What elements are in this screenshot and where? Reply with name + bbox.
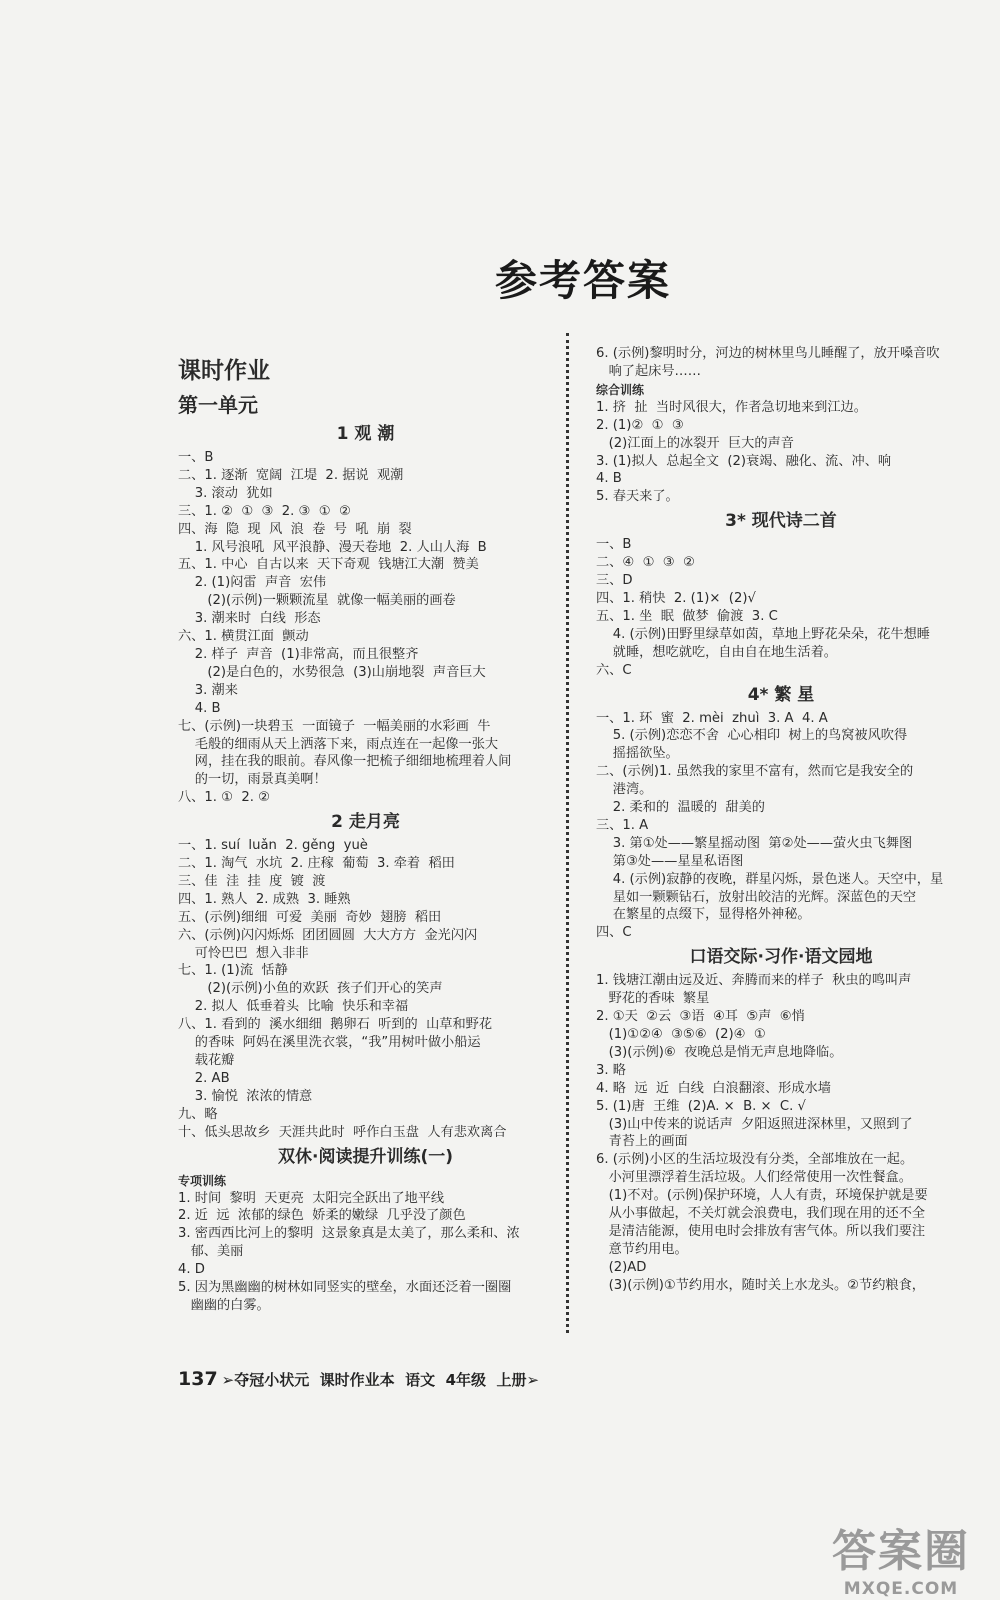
lesson-title: 4* 繁 星 bbox=[747, 684, 815, 705]
answer-line: (2)AD bbox=[596, 1259, 647, 1275]
answer-line: (2)(示例)一颗颗流星 就像一幅美丽的画卷 bbox=[178, 593, 456, 609]
answer-line: 就睡，想吃就吃，自由自在地生活着。 bbox=[596, 644, 837, 660]
answer-line: 2. AB bbox=[178, 1070, 230, 1086]
answer-line: 青苔上的画面 bbox=[596, 1134, 688, 1150]
answer-line: 二、(示例)1. 虽然我的家里不富有，然而它是我安全的 bbox=[596, 764, 914, 780]
answer-line: 一、B bbox=[596, 537, 632, 553]
answer-line: 3. 愉悦 浓浓的情意 bbox=[178, 1088, 313, 1104]
answer-line: 四、海 隐 现 风 浪 卷 号 吼 崩 裂 bbox=[178, 521, 412, 537]
answer-line: (2)(示例)小鱼的欢跃 孩子们开心的笑声 bbox=[178, 981, 443, 997]
page-footer bbox=[178, 1368, 539, 1390]
answer-line: (3)山中传来的说话声 夕阳返照进深林里，又照到了 bbox=[596, 1116, 913, 1132]
answer-line: (3)(示例)①节约用水，随时关上水龙头。②节约粮食， bbox=[596, 1277, 925, 1293]
answer-line: 八、1. ① 2. ② bbox=[178, 790, 270, 806]
answer-line: 2. (1)② ① ③ bbox=[596, 417, 684, 433]
answer-line: 3. 滚动 犹如 bbox=[178, 485, 273, 501]
answer-line: 2. 样子 声音 (1)非常高，而且很整齐 bbox=[178, 646, 419, 662]
answer-line: 九、略 bbox=[178, 1106, 218, 1122]
answer-line: 摇摇欲坠。 bbox=[596, 746, 679, 762]
answer-line: 意节约用电。 bbox=[596, 1241, 688, 1257]
watermark-url: MXQE.COM bbox=[843, 1579, 959, 1599]
answer-line: 1. 挤 扯 当时风很大，作者急切地来到江边。 bbox=[596, 399, 867, 415]
answer-line: 郁、美丽 bbox=[178, 1244, 244, 1260]
lesson-title: 双休·阅读提升训练(一) bbox=[278, 1146, 453, 1167]
answer-line: 2. 拟人 低垂着头 比喻 快乐和幸福 bbox=[178, 999, 409, 1015]
answer-line: 五、(示例)细细 可爱 美丽 奇妙 翅膀 稻田 bbox=[178, 909, 442, 925]
answer-line: 十、低头思故乡 天涯共此时 呼作白玉盘 人有悲欢离合 bbox=[178, 1124, 507, 1140]
answer-line: 2. ①天 ②云 ③语 ④耳 ⑤声 ⑥悄 bbox=[596, 1009, 805, 1025]
answer-line: 六、C bbox=[596, 662, 632, 678]
lesson-title: 3* 现代诗二首 bbox=[725, 511, 837, 532]
answer-line: 4. (示例)寂静的夜晚，群星闪烁，景色迷人。天空中，星 bbox=[596, 871, 944, 887]
answer-line: 可怜巴巴 想入非非 bbox=[178, 945, 309, 961]
answer-line: 4. (示例)田野里绿草如茵，草地上野花朵朵，花牛想睡 bbox=[596, 626, 930, 642]
answer-line: 幽幽的白雾。 bbox=[178, 1297, 270, 1313]
answer-line: 6. (示例)小区的生活垃圾没有分类，全部堆放在一起。 bbox=[596, 1152, 914, 1168]
answer-line: 2. 近 远 浓郁的绿色 娇柔的嫩绿 几乎没了颜色 bbox=[178, 1208, 466, 1224]
answer-line: 3. (1)拟人 总起全文 (2)衰竭、融化、流、冲、响 bbox=[596, 453, 892, 469]
answer-line: 4. D bbox=[178, 1262, 205, 1278]
answer-line: 1. 钱塘江潮由远及近、奔腾而来的样子 秋虫的鸣叫声 bbox=[596, 973, 912, 989]
answer-line: (2)江面上的冰裂开 巨大的声音 bbox=[596, 435, 794, 451]
answer-line: 三、佳 洼 挂 度 镀 渡 bbox=[178, 873, 326, 889]
answer-line: 三、D bbox=[596, 573, 633, 589]
answer-line: 3. 密西西比河上的黎明 这景象真是太美了，那么柔和、浓 bbox=[178, 1226, 520, 1242]
answer-line: 四、1. 稍快 2. (1)× (2)√ bbox=[596, 590, 756, 606]
answer-line: 2. (1)闷雷 声音 宏伟 bbox=[178, 575, 327, 591]
answer-line: (3)(示例)⑥ 夜晚总是悄无声息地降临。 bbox=[596, 1044, 843, 1060]
page-title: 参考答案 bbox=[495, 256, 672, 305]
answer-line: 第③处——星星私语图 bbox=[596, 853, 744, 869]
answer-line: 野花的香味 繁星 bbox=[596, 991, 710, 1007]
answer-line: 6. (示例)黎明时分，河边的树林里鸟儿睡醒了，放开嗓音吹 bbox=[596, 346, 940, 361]
answer-line: 一、1. 环 蜜 2. mèi zhuì 3. A 4. A bbox=[596, 710, 828, 726]
answer-line: 3. 潮来 bbox=[178, 682, 238, 698]
answer-line: 3. 略 bbox=[596, 1062, 626, 1078]
answer-line: 4. B bbox=[596, 471, 622, 487]
answer-line: 六、1. 横贯江面 颤动 bbox=[178, 629, 309, 645]
answer-line: 2. 柔和的 温暖的 甜美的 bbox=[596, 800, 765, 816]
column-divider bbox=[566, 333, 569, 1333]
answer-line: 5. 春天来了。 bbox=[596, 489, 679, 505]
lesson-title: 2 走月亮 bbox=[331, 812, 400, 833]
answer-line: 七、1. (1)流 恬静 bbox=[178, 963, 288, 979]
answer-line: 响了起床号…… bbox=[596, 363, 701, 379]
answer-line: 一、B bbox=[178, 450, 214, 465]
answer-line: 是清洁能源，使用电时会排放有害气体。所以我们要注 bbox=[596, 1223, 926, 1239]
answer-line: 载花瓣 bbox=[178, 1053, 235, 1068]
answer-line: 5. (示例)恋恋不舍 心心相印 树上的鸟窝被风吹得 bbox=[596, 728, 908, 744]
answer-line: 的一切，雨景真美啊！ bbox=[178, 772, 327, 788]
answer-line: 3. 潮来时 白线 形态 bbox=[178, 611, 321, 627]
answer-line: (1)①②④ ③⑤⑥ (2)④ ① bbox=[596, 1027, 766, 1042]
answer-line: 三、1. ② ① ③ 2. ③ ① ② bbox=[178, 503, 351, 519]
answer-line: 五、1. 坐 眠 做梦 偷渡 3. C bbox=[596, 608, 778, 624]
lesson-title: 1 观 潮 bbox=[336, 424, 395, 444]
answer-line: 二、1. 淘气 水坑 2. 庄稼 葡萄 3. 牵着 稻田 bbox=[178, 856, 455, 872]
watermark-text: 答案圈 bbox=[832, 1526, 970, 1577]
lesson-title: 口语交际·习作·语文园地 bbox=[689, 947, 873, 968]
answer-line: 二、④ ① ③ ② bbox=[596, 555, 695, 571]
answer-line: 小河里漂浮着生活垃圾。人们经常使用一次性餐盒。 bbox=[596, 1170, 912, 1186]
answer-line: 4. 略 远 近 白线 白浪翻滚、形成水墙 bbox=[596, 1080, 831, 1096]
answer-line: 在繁星的点缀下，显得格外神秘。 bbox=[596, 907, 811, 923]
answer-line: (1)不对。(示例)保护环境，人人有责，环境保护就是要 bbox=[596, 1188, 928, 1204]
answer-line: 3. 第①处——繁星摇动图 第②处——萤火虫飞舞图 bbox=[596, 835, 913, 851]
subsection-label: 专项训练 bbox=[178, 1173, 227, 1188]
page-number: 137 bbox=[178, 1368, 218, 1390]
answer-line: 一、1. suí luǎn 2. gěng yuè bbox=[178, 838, 368, 854]
answer-line: 从小事做起，不关灯就会浪费电，我们现在用的还不全 bbox=[596, 1206, 926, 1222]
right-column bbox=[596, 345, 966, 1295]
answer-line: (2)是白色的，水势很急 (3)山崩地裂 声音巨大 bbox=[178, 664, 486, 680]
answer-line: 三、1. A bbox=[596, 817, 649, 833]
answer-line: 八、1. 看到的 溪水细细 鹅卵石 听到的 山草和野花 bbox=[178, 1017, 493, 1033]
answer-line: 5. (1)唐 王维 (2)A. × B. × C. √ bbox=[596, 1098, 806, 1114]
answer-line: 毛般的细雨从天上洒落下来，雨点连在一起像一张大 bbox=[178, 736, 499, 752]
answer-line: 1. 时间 黎明 天更亮 太阳完全跃出了地平线 bbox=[178, 1190, 445, 1206]
answer-line: 5. 因为黑幽幽的树林如同竖实的壁垒，水面还泛着一圈圈 bbox=[178, 1280, 512, 1296]
answer-line: 的香味 阿妈在溪里洗衣裳，“我”用树叶做小船运 bbox=[178, 1035, 481, 1051]
answer-line: 星如一颗颗钻石，放射出皎洁的光辉。深蓝色的天空 bbox=[596, 889, 917, 905]
section-heading: 课时作业 bbox=[178, 358, 270, 384]
answer-line: 网，挂在我的眼前。春风像一把梳子细细地梳理着人间 bbox=[178, 754, 512, 770]
answer-line: 六、(示例)闪闪烁烁 团团圆圆 大大方方 金光闪闪 bbox=[178, 927, 478, 943]
answer-line: 二、1. 逐渐 宽阔 江堤 2. 据说 观潮 bbox=[178, 467, 404, 483]
left-column bbox=[178, 345, 553, 1315]
answer-line: 七、(示例)一块碧玉 一面镜子 一幅美丽的水彩画 牛 bbox=[178, 718, 491, 734]
answer-line: 4. B bbox=[178, 700, 221, 716]
unit-heading: 第一单元 bbox=[178, 393, 258, 417]
answer-line: 四、C bbox=[596, 925, 632, 941]
subsection-label: 综合训练 bbox=[596, 382, 645, 397]
answer-line: 港湾。 bbox=[596, 782, 653, 798]
watermark-logo bbox=[832, 1515, 970, 1599]
answer-line: 四、1. 熟人 2. 成熟 3. 睡熟 bbox=[178, 891, 351, 907]
answer-line: 1. 风号浪吼 风平浪静、漫天卷地 2. 人山人海 B bbox=[178, 539, 487, 555]
book-title: ➢夺冠小状元 课时作业本 语文 4年级 上册➢ bbox=[221, 1371, 540, 1389]
answer-line: 五、1. 中心 自古以来 天下奇观 钱塘江大潮 赞美 bbox=[178, 557, 479, 573]
